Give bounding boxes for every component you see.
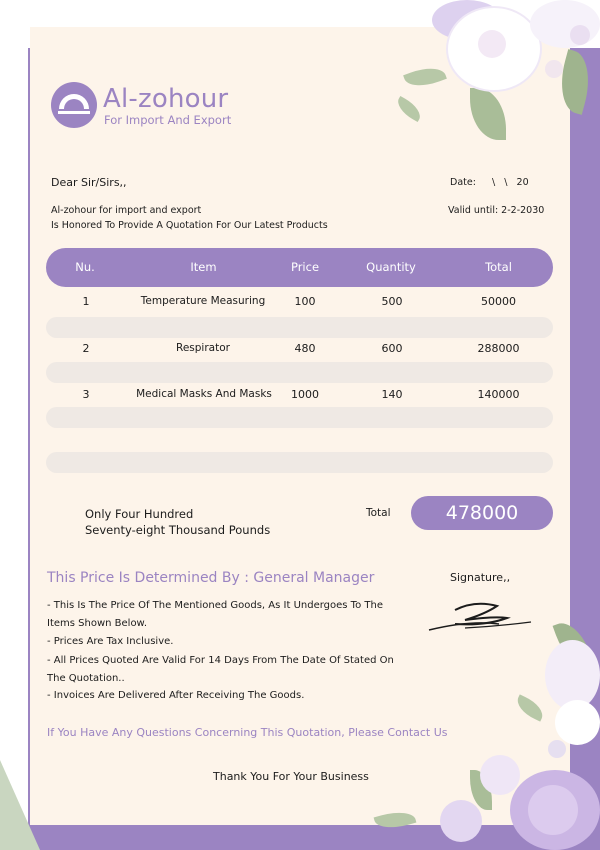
cell-nu: 3 <box>82 388 90 401</box>
cell-total: 140000 <box>477 388 520 401</box>
signature-label: Signature,, <box>450 571 511 584</box>
cell-price: 480 <box>294 342 316 355</box>
contact-line: If You Have Any Questions Concerning This Quotation, Please Contact Us <box>47 726 448 739</box>
row-separator <box>46 317 553 338</box>
note-line-6: - Invoices Are Delivered After Receiving The Goods. <box>47 690 305 701</box>
cell-nu: 1 <box>82 295 90 308</box>
total-words-line-1: Only Four Hundred <box>85 507 194 521</box>
company-tagline: For Import And Export <box>104 113 232 127</box>
date-label: Date: <box>450 177 476 188</box>
note-line-1: - This Is The Price Of The Mentioned Goods, As It Undergoes To The <box>47 600 383 611</box>
header-item: Item <box>190 260 217 274</box>
header-nu: Nu. <box>75 260 95 274</box>
cell-total: 288000 <box>477 342 520 355</box>
intro-line-2: Is Honored To Provide A Quotation For Our Latest Products <box>51 220 328 231</box>
header-total: Total <box>485 260 512 274</box>
table-header <box>46 248 553 287</box>
header-quantity: Quantity <box>366 260 416 274</box>
signature-scribble-icon <box>425 598 535 638</box>
header-price: Price <box>290 260 320 274</box>
total-label: Total <box>366 507 391 519</box>
row-separator <box>46 452 553 473</box>
note-line-2: Items Shown Below. <box>47 618 147 629</box>
row-separator <box>46 407 553 428</box>
note-line-4: - All Prices Quoted Are Valid For 14 Days From The Date Of Stated On <box>47 655 394 666</box>
cell-total: 50000 <box>481 295 516 308</box>
company-logo-icon <box>51 82 97 128</box>
cell-quantity: 600 <box>381 342 403 355</box>
determined-by: This Price Is Determined By : General Manager <box>47 570 375 586</box>
date-value: \ \ 20 <box>492 177 529 188</box>
intro-line-1: Al-zohour for import and export <box>51 205 202 216</box>
company-name: Al-zohour <box>103 84 229 114</box>
total-value: 478000 <box>411 496 553 530</box>
cell-nu: 2 <box>82 342 90 355</box>
cell-item: Medical Masks And Masks <box>136 388 272 400</box>
cell-item: Respirator <box>176 342 230 354</box>
row-separator <box>46 362 553 383</box>
valid-until: Valid until: 2-2-2030 <box>448 205 545 216</box>
total-words-line-2: Seventy-eight Thousand Pounds <box>85 523 271 537</box>
cell-item: Temperature Measuring <box>140 295 266 307</box>
cell-price: 1000 <box>291 388 319 401</box>
cell-price: 100 <box>294 295 316 308</box>
note-line-3: - Prices Are Tax Inclusive. <box>47 636 174 647</box>
note-line-5: The Quotation.. <box>47 673 125 684</box>
greeting: Dear Sir/Sirs,, <box>51 176 127 189</box>
cell-quantity: 140 <box>381 388 403 401</box>
cell-quantity: 500 <box>381 295 403 308</box>
thank-you: Thank You For Your Business <box>213 770 369 783</box>
